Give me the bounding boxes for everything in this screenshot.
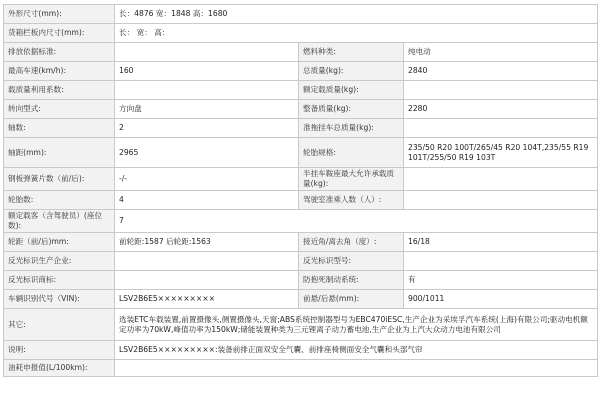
table-row — [4, 43, 598, 62]
value-steering: 方向盘 — [115, 100, 299, 119]
label-steering: 转向型式: — [4, 100, 115, 119]
table-row — [4, 62, 598, 81]
value-fuel-consumption — [115, 360, 598, 377]
value-reflector-brand — [115, 271, 299, 290]
table-row — [4, 138, 598, 168]
label-wheelbase: 轴距(mm): — [4, 138, 115, 168]
label-passenger-seats: 额定载客（含驾驶员）(座位数): — [4, 210, 115, 233]
label-tire-count: 轮胎数: — [4, 191, 115, 210]
label-cab-seats: 驾驶室准乘人数（人）: — [299, 191, 404, 210]
label-max-speed: 最高车速(km/h): — [4, 62, 115, 81]
table-row — [4, 191, 598, 210]
value-passenger-seats: 7 — [115, 210, 598, 233]
value-curb-mass: 2280 — [404, 100, 598, 119]
label-rated-load: 额定载质量(kg): — [299, 81, 404, 100]
table-row — [4, 360, 598, 377]
value-approach-angle: 16/18 — [404, 233, 598, 252]
value-rated-load — [404, 81, 598, 100]
value-cargo-box: 长： 宽： 高： — [115, 24, 598, 43]
label-overhang: 前悬/后悬(mm): — [299, 290, 404, 309]
label-saddle-load: 半挂车鞍座最大允许承载质量(kg): — [299, 168, 404, 191]
label-reflector-maker: 反光标识生产企业: — [4, 252, 115, 271]
table-row — [4, 252, 598, 271]
table-row — [4, 309, 598, 341]
value-reflector-maker — [115, 252, 299, 271]
table-row — [4, 100, 598, 119]
value-leaf-springs: -/- — [115, 168, 299, 191]
label-reflector-brand: 反光标识商标: — [4, 271, 115, 290]
value-fuel-type: 纯电动 — [404, 43, 598, 62]
label-axles: 轴数: — [4, 119, 115, 138]
label-fuel-type: 燃料种类: — [299, 43, 404, 62]
label-load-factor: 载质量利用系数: — [4, 81, 115, 100]
label-notes: 说明: — [4, 341, 115, 360]
table-row — [4, 24, 598, 43]
table-row — [4, 233, 598, 252]
table-row — [4, 168, 598, 191]
value-wheelbase: 2965 — [115, 138, 299, 168]
label-track-width: 轮距（前/后)mm: — [4, 233, 115, 252]
value-tire-count: 4 — [115, 191, 299, 210]
label-gross-mass: 总质量(kg): — [299, 62, 404, 81]
label-vin: 车辆识别代号（VIN): — [4, 290, 115, 309]
vehicle-spec-sheet — [3, 4, 597, 377]
label-tire-spec: 轮胎规格: — [299, 138, 404, 168]
label-approach-angle: 接近角/离去角（度）: — [299, 233, 404, 252]
table-row — [4, 290, 598, 309]
label-dimensions: 外形尺寸(mm): — [4, 5, 115, 24]
value-max-speed: 160 — [115, 62, 299, 81]
table-row — [4, 119, 598, 138]
value-other: 选装ETC车载装置,前置摄像头,侧置摄像头,天窗;ABS系统控制器型号为EBC470iESC,生产企业为采埃孚汽车系统(上海)有限公司;驱动电机额定功率为70kW,峰值功率为150kW;储能装置种类为三元锂离子动力蓄电池,生产企业为上汽大众动力电池有限公司 — [115, 309, 598, 341]
label-leaf-springs: 钢板弹簧片数（前/后): — [4, 168, 115, 191]
label-fuel-consumption: 油耗申报值(L/100km): — [4, 360, 115, 377]
value-gross-mass: 2840 — [404, 62, 598, 81]
value-vin: LSV2B6E5××××××××× — [115, 290, 299, 309]
value-abs: 有 — [404, 271, 598, 290]
table-row — [4, 271, 598, 290]
label-emission-standard: 排放依据标准: — [4, 43, 115, 62]
value-cab-seats — [404, 191, 598, 210]
value-load-factor — [115, 81, 299, 100]
value-dimensions: 长：4876 宽：1848 高：1680 — [115, 5, 598, 24]
table-row — [4, 210, 598, 233]
value-notes: LSV2B6E5×××××××××:装备前排正面双安全气囊、前排座椅侧面安全气囊和头部气帘 — [115, 341, 598, 360]
spec-table — [3, 4, 598, 377]
label-curb-mass: 整备质量(kg): — [299, 100, 404, 119]
table-row — [4, 341, 598, 360]
table-row — [4, 81, 598, 100]
value-track-width: 前轮距:1587 后轮距:1563 — [115, 233, 299, 252]
table-row — [4, 5, 598, 24]
label-reflector-model: 反光标识型号: — [299, 252, 404, 271]
label-cargo-box: 货箱栏板内尺寸(mm): — [4, 24, 115, 43]
label-abs: 防抱死制动系统: — [299, 271, 404, 290]
label-other: 其它: — [4, 309, 115, 341]
value-axles: 2 — [115, 119, 299, 138]
value-emission-standard — [115, 43, 299, 62]
value-trailer-mass — [404, 119, 598, 138]
value-tire-spec: 235/50 R20 100T/265/45 R20 104T,235/55 R19 101T/255/50 R19 103T — [404, 138, 598, 168]
value-reflector-model — [404, 252, 598, 271]
value-overhang: 900/1011 — [404, 290, 598, 309]
value-saddle-load — [404, 168, 598, 191]
label-trailer-mass: 准拖挂车总质量(kg): — [299, 119, 404, 138]
